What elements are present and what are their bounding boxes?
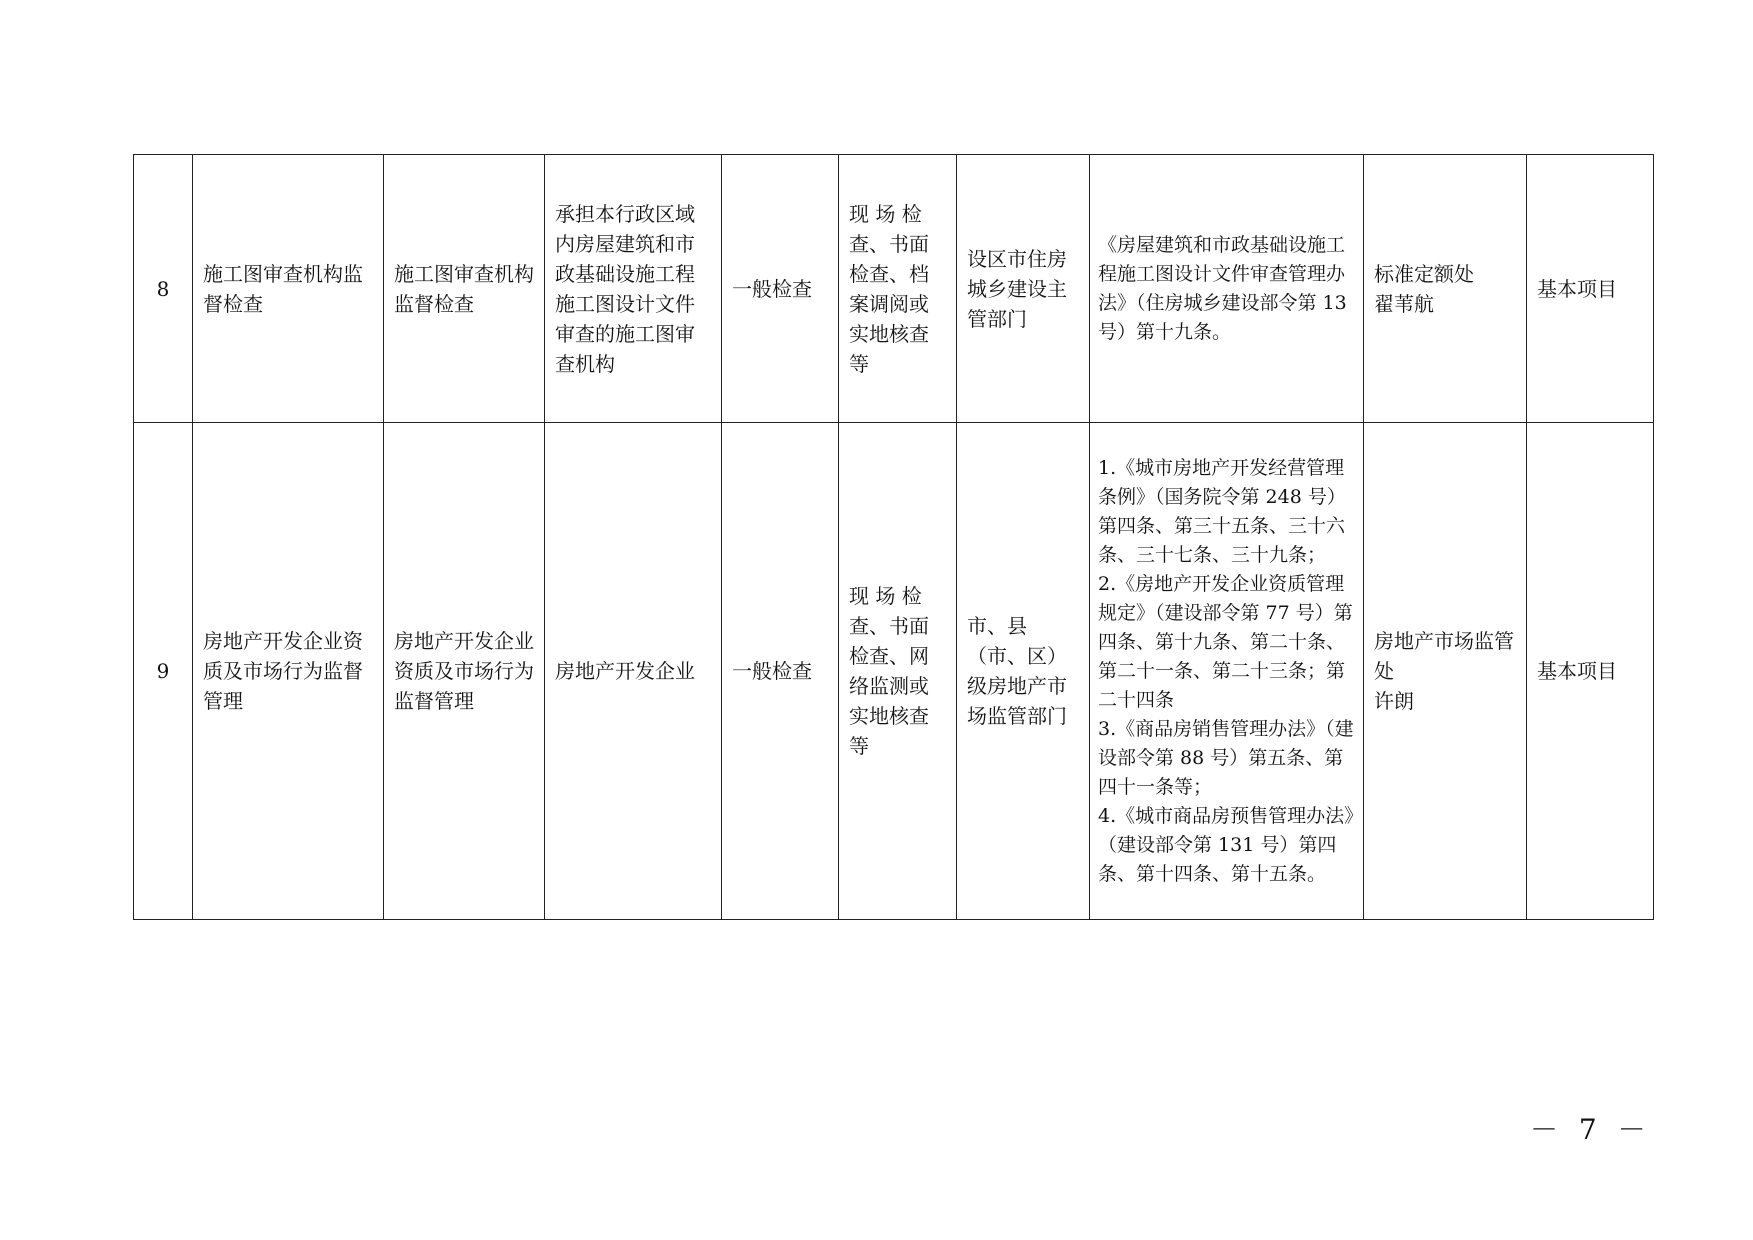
inspection-department: 市、县（市、区）级房地产市场监管部门 <box>957 423 1090 920</box>
responsible-office: 房地产市场监管处 许朗 <box>1364 423 1527 920</box>
item-category: 基本项目 <box>1527 155 1654 423</box>
inspection-method: 现 场 检查、书面检查、网络监测或实地核查等 <box>839 423 957 920</box>
inspection-item: 房地产开发企业资质及市场行为监督管理 <box>193 423 384 920</box>
inspection-method: 现 场 检查、书面检查、档案调阅或实地核查等 <box>839 155 957 423</box>
page-number: － 7 － <box>1530 1113 1652 1146</box>
legal-basis: 1.《城市房地产开发经营管理条例》（国务院令第 248 号）第四条、第三十五条、三十六条、三十七条、三十九条； 2.《房地产开发企业资质管理规定》（建设部令第 77 号）第四条、第十九条、第二十条、第二十一条、第二十三条；第二十四条 3.《商品房销售管理办法》（建设部令第 88 号）第五条、第四十一条等； 4.《城市商品房预售管理办法》（建设部令第 131 号）第四条、第十四条、第十五条。 <box>1090 423 1364 920</box>
inspection-item: 施工图审查机构监督检查 <box>193 155 384 423</box>
inspection-object: 承担本行政区域内房屋建筑和市政基础设施工程施工图设计文件审查的施工图审查机构 <box>545 155 722 423</box>
legal-basis: 《房屋建筑和市政基础设施工程施工图设计文件审查管理办法》（住房城乡建设部令第 13 号）第十九条。 <box>1090 155 1364 423</box>
inspection-type: 一般检查 <box>722 155 839 423</box>
inspection-subitem: 房地产开发企业资质及市场行为监督管理 <box>384 423 545 920</box>
row-number: 8 <box>134 155 193 423</box>
table-row <box>134 423 1654 920</box>
inspection-items-table <box>133 154 1654 920</box>
item-category: 基本项目 <box>1527 423 1654 920</box>
inspection-subitem: 施工图审查机构监督检查 <box>384 155 545 423</box>
responsible-office: 标准定额处 翟苇航 <box>1364 155 1527 423</box>
inspection-object: 房地产开发企业 <box>545 423 722 920</box>
inspection-type: 一般检查 <box>722 423 839 920</box>
row-number: 9 <box>134 423 193 920</box>
inspection-department: 设区市住房城乡建设主管部门 <box>957 155 1090 423</box>
table-row <box>134 155 1654 423</box>
